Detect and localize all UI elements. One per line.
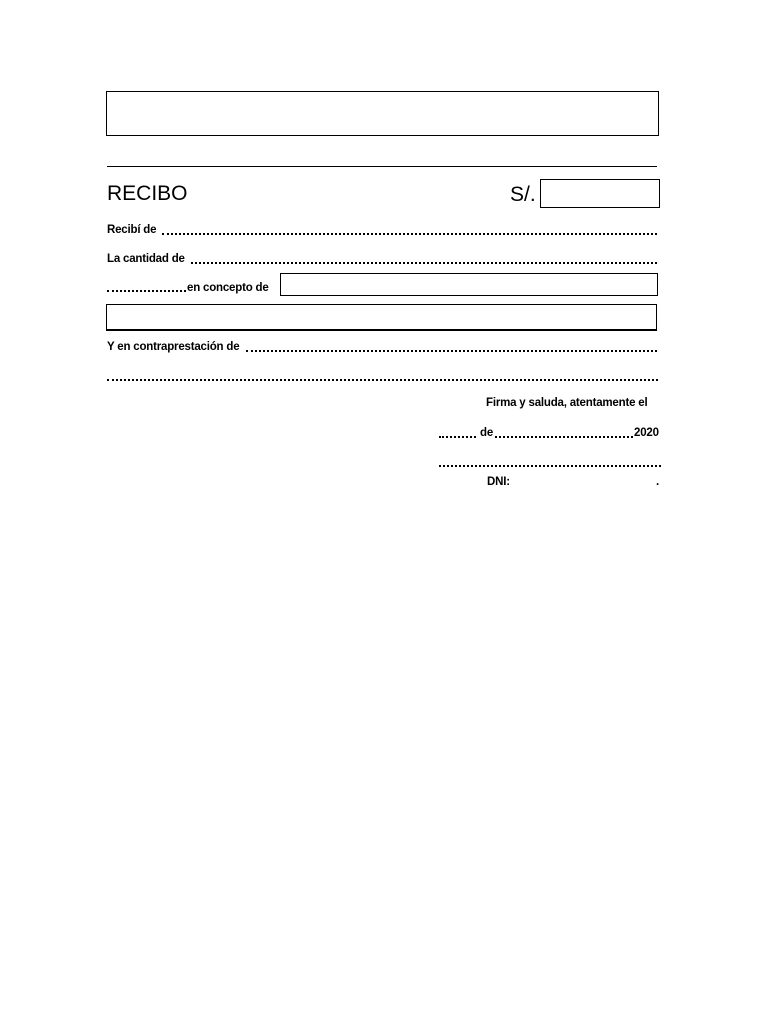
dni-end: .	[656, 476, 659, 488]
received-from-label: Recibí de	[107, 224, 157, 236]
amount-line[interactable]	[191, 262, 657, 264]
amount-label: La cantidad de	[107, 253, 185, 265]
concept-detail-field[interactable]	[106, 304, 657, 331]
received-from-line[interactable]	[162, 233, 657, 235]
consideration-line[interactable]	[246, 350, 657, 352]
concept-field[interactable]	[280, 273, 658, 296]
date-day-line[interactable]	[439, 436, 476, 438]
concept-label: en concepto de	[187, 282, 269, 294]
separator-line	[107, 166, 657, 167]
date-month-line[interactable]	[495, 436, 633, 438]
header-box	[106, 91, 659, 136]
date-year: 2020	[634, 427, 659, 439]
amount-continuation-line[interactable]	[107, 290, 186, 292]
dni-label: DNI:	[487, 476, 510, 488]
consideration-continuation-line[interactable]	[107, 379, 658, 381]
signature-text: Firma y saluda, atentamente el	[486, 397, 648, 409]
receipt-title: RECIBO	[107, 182, 188, 205]
signature-line[interactable]	[439, 465, 661, 467]
date-label: de	[480, 427, 494, 439]
amount-field[interactable]	[540, 179, 660, 208]
consideration-label: Y en contraprestación de	[107, 341, 240, 353]
currency-label: S/.	[510, 183, 536, 206]
